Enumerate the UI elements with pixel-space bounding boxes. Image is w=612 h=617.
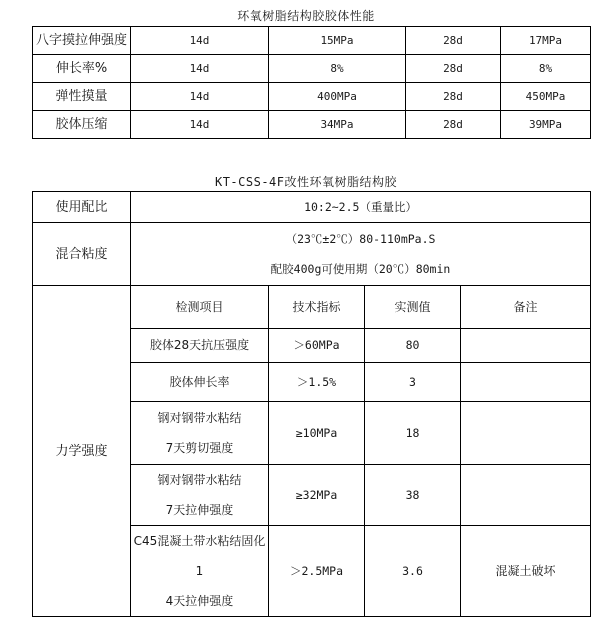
row-label: 弹性摸量	[33, 83, 131, 111]
test-item-line: 7天剪切强度	[165, 441, 234, 455]
test-item-line: 7天拉伸强度	[165, 503, 234, 517]
note-cell	[461, 465, 591, 526]
value-cell: 450MPa	[501, 83, 591, 111]
row-label: 伸长率%	[33, 55, 131, 83]
measured-cell: 80	[365, 329, 461, 363]
test-item: 胶体28天抗压强度	[131, 329, 269, 363]
value-cell: 8%	[501, 55, 591, 83]
age-cell: 14d	[131, 83, 269, 111]
header-note: 备注	[461, 286, 591, 329]
table-row	[33, 27, 591, 55]
ratio-label: 使用配比	[33, 192, 131, 223]
header-spec: 技术指标	[269, 286, 365, 329]
spec-cell: ＞60MPa	[269, 329, 365, 363]
header-measured: 实测值	[365, 286, 461, 329]
measured-cell: 18	[365, 402, 461, 465]
viscosity-value	[131, 223, 591, 286]
row-label: 八字摸拉伸强度	[33, 27, 131, 55]
value-cell: 34MPa	[269, 111, 406, 139]
table1-title: 环氧树脂结构胶胶体性能	[237, 9, 375, 23]
measured-cell: 38	[365, 465, 461, 526]
measured-cell: 3	[365, 363, 461, 402]
test-item: 胶体伸长率	[131, 363, 269, 402]
ratio-value: 10:2~2.5（重量比）	[131, 192, 591, 223]
value-cell: 8%	[269, 55, 406, 83]
table-row	[33, 83, 591, 111]
gel-properties-table	[32, 26, 591, 139]
viscosity-label: 混合粘度	[33, 223, 131, 286]
spec-cell: ≥10MPa	[269, 402, 365, 465]
spec-cell: ≥32MPa	[269, 465, 365, 526]
test-item	[131, 465, 269, 526]
table-row	[33, 223, 591, 286]
test-item	[131, 402, 269, 465]
test-item-line: C45混凝土带水粘结固化1	[133, 534, 266, 578]
test-item	[131, 526, 269, 617]
test-item-line: 钢对钢带水粘结	[157, 411, 242, 425]
row-label: 胶体压缩	[33, 111, 131, 139]
header-item: 检测项目	[131, 286, 269, 329]
pot-life-line: 配胶400g可使用期（20℃）80min	[270, 262, 451, 276]
age-cell: 14d	[131, 55, 269, 83]
note-cell	[461, 402, 591, 465]
age-cell: 14d	[131, 27, 269, 55]
measured-cell: 3.6	[365, 526, 461, 617]
age-cell: 28d	[406, 83, 501, 111]
test-item-line: 钢对钢带水粘结	[157, 473, 242, 487]
note-cell: 混凝土破坏	[461, 526, 591, 617]
age-cell: 28d	[406, 55, 501, 83]
table-header-row	[33, 286, 591, 329]
value-cell: 39MPa	[501, 111, 591, 139]
value-cell: 17MPa	[501, 27, 591, 55]
viscosity-line: （23℃±2℃）80-110mPa.S	[285, 232, 436, 246]
table-row	[33, 192, 591, 223]
age-cell: 14d	[131, 111, 269, 139]
table-row	[33, 111, 591, 139]
adhesive-spec-table	[32, 191, 591, 617]
age-cell: 28d	[406, 111, 501, 139]
note-cell	[461, 329, 591, 363]
value-cell: 15MPa	[269, 27, 406, 55]
age-cell: 28d	[406, 27, 501, 55]
table-row	[33, 55, 591, 83]
spec-cell: ＞1.5%	[269, 363, 365, 402]
spec-cell: ＞2.5MPa	[269, 526, 365, 617]
value-cell: 400MPa	[269, 83, 406, 111]
test-item-line: 4天拉伸强度	[165, 594, 234, 608]
note-cell	[461, 363, 591, 402]
table2-title: KT-CSS-4F改性环氧树脂结构胶	[214, 175, 398, 189]
strength-label: 力学强度	[33, 286, 131, 617]
